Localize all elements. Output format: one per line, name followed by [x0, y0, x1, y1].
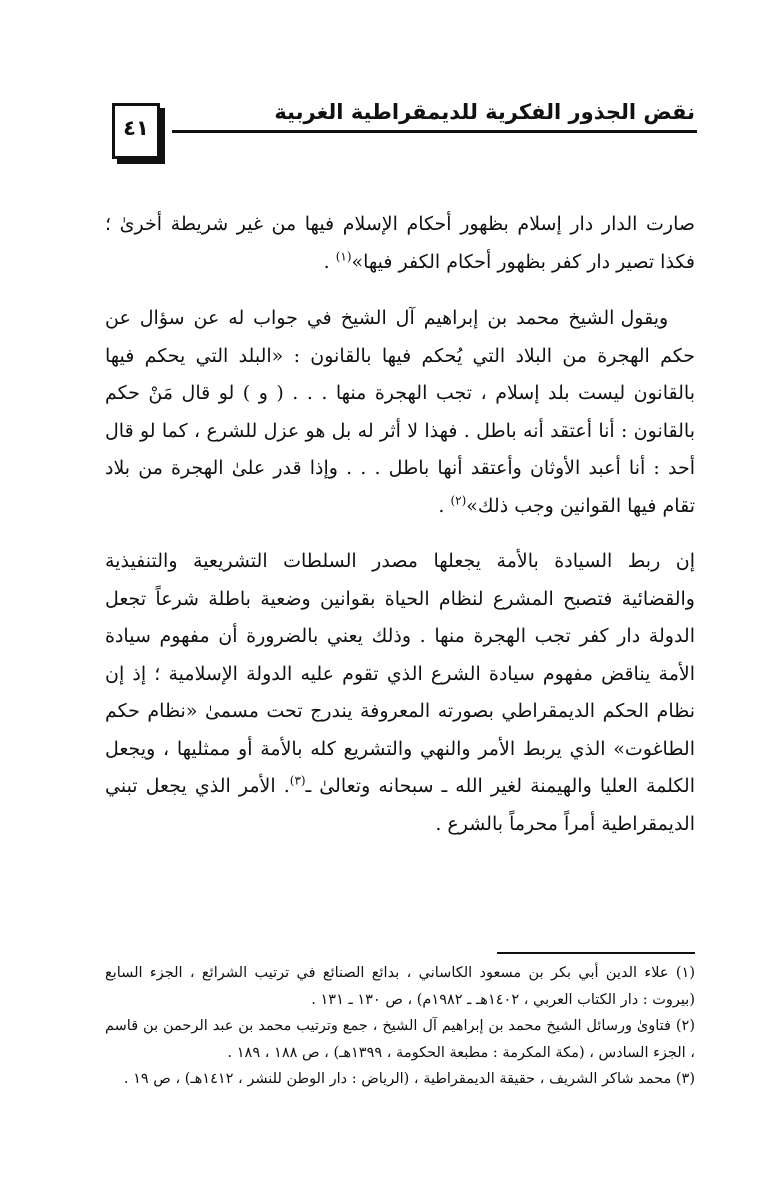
footnote-1: (١) علاء الدين أبي بكر بن مسعود الكاساني ، بدائع الصنائع في ترتيب الشرائع ، الجزء السابع (بيروت : دار الكتاب العربي ، ١٤٠٢هـ ـ ١٩٨٢م) ، ص ١٣٠ ـ ١٣١ .: [105, 965, 695, 1008]
page-number-box: [112, 103, 160, 159]
footnote-ref-3: (٣): [289, 773, 306, 788]
header-rule: [172, 130, 697, 133]
paragraph-2-text: ويقول الشيخ محمد بن إبراهيم آل الشيخ في جواب له عن سؤال عن حكم الهجرة من البلاد التي يُحكم فيها بالقانون : «البلد التي يحكم فيها بالقانون ليست بلد إسلام ، تجب الهجرة منها . . . ( و ) لو قال مَنْ حكم بالقانون : أنا أعتقد أنه باطل . فهذا لا أثر له بل هو عزل للشرع ، كما لو قال أحد : أنا أعبد الأوثان وأعتقد أنها باطل . . . وإذا قدر علىٰ الهجرة من بلاد تقام فيها القوانين وجب ذلك»: [105, 307, 695, 517]
paragraph-2: [105, 300, 695, 525]
footnote-2: (٢) فتاوىٰ ورسائل الشيخ محمد بن إبراهيم آل الشيخ ، جمع وترتيب محمد بن عبد الرحمن بن قاسم ، الجزء السادس ، (مكة المكرمة : مطبعة الحكومة ، ١٣٩٩هـ) ، ص ١٨٨ ، ١٨٩ .: [105, 1018, 695, 1061]
paragraph-1-text: صارت الدار دار إسلام بظهور أحكام الإسلام فيها من غير شريطة أخرىٰ ؛ فكذا تصير دار كفر بظهور أحكام الكفر فيها»: [105, 213, 695, 273]
footnote-ref-1: (١): [335, 249, 352, 264]
paragraph-2-tail: .: [438, 494, 451, 517]
footnote-separator: [497, 952, 695, 954]
running-header-title: نقض الجذور الفكرية للديمقراطية الغربية: [274, 100, 695, 124]
footnote-ref-2: (٢): [450, 493, 467, 508]
page-number: ٤١: [123, 116, 149, 140]
paragraph-3-text: إن ربط السيادة بالأمة يجعلها مصدر السلطات التشريعية والتنفيذية والقضائية فتصبح المشرع لنظام الحياة بقوانين وضعية باطلة شرعاً تجعل الدولة دار كفر تجب الهجرة منها . وذلك يعني بالضرورة أن مفهوم سيادة الأمة يناقض مفهوم سيادة الشرع الذي تقوم عليه الدولة الإسلامية ؛ إذ إن نظام الحكم الديمقراطي بصورته المعروفة يندرج تحت مسمىٰ «نظام حكم الطاغوت» الذي يربط الأمر والنهي والتشريع كله بالأمة أو ممثليها ، ويجعل الكلمة العليا والهيمنة لغير الله ـ سبحانه وتعالىٰ ـ: [105, 550, 695, 797]
paragraph-3: [105, 543, 695, 843]
paragraph-1-tail: .: [323, 250, 336, 273]
footnotes: [105, 960, 695, 1093]
footnote-3: (٣) محمد شاكر الشريف ، حقيقة الديمقراطية ، (الرياض : دار الوطن للنشر ، ١٤١٢هـ) ، ص ١٩ .: [123, 1071, 695, 1087]
paragraph-1: [105, 206, 695, 281]
paragraph-3-text-end: . الأمر الذي يجعل تبني الديمقراطية أمراً محرماً بالشرع .: [105, 775, 695, 835]
